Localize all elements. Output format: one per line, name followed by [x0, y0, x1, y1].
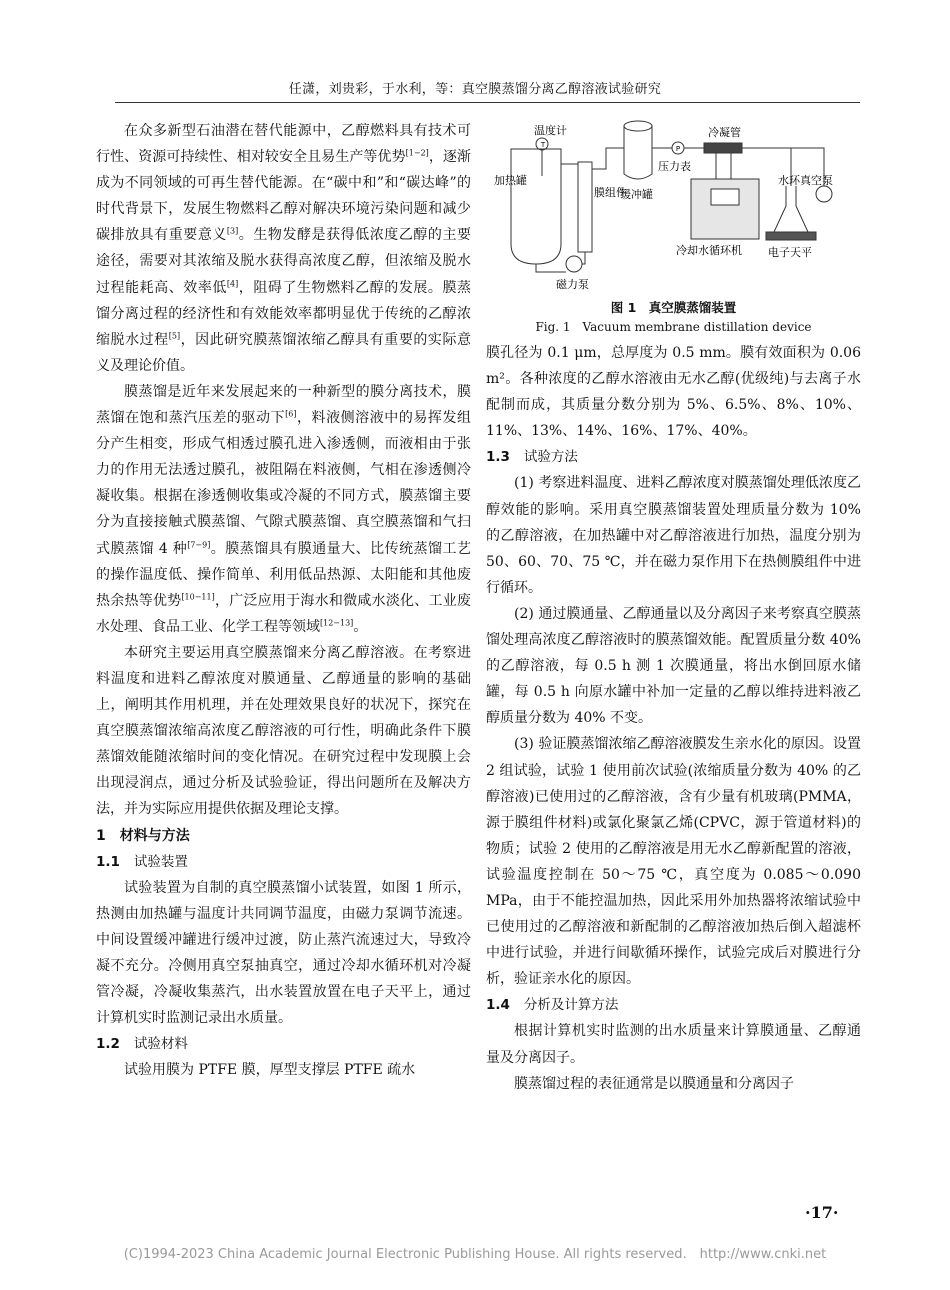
section-heading-1: 1 材料与方法 [96, 827, 190, 844]
header-rule [115, 102, 860, 103]
citation: [3] [226, 226, 239, 236]
figure-caption-en: Fig. 1 Vacuum membrane distillation device [535, 320, 812, 334]
copyright-footer: (C)1994-2023 China Academic Journal Electronic Publishing House. All rights reserved. http://www.cnki.net [123, 1247, 827, 1262]
citation: [10−11] [181, 592, 215, 602]
figure-label-p: P [675, 145, 681, 153]
paragraph-method-1: (1) 考察进料温度、进料乙醇浓度对膜蒸馏处理低浓度乙醇效能的影响。采用真空膜蒸馏装置处理质量分数为 10% 的乙醇溶液，在加热罐中对乙醇溶液进行加热，温度分别为 50、60、70、75 ℃，并在磁力泵作用下在热侧膜组件中进行循环。 [486, 475, 861, 596]
figure-label-vacuum-pump: 水环真空泵 [778, 174, 833, 187]
section-heading-1-4: 1.4 分析及计算方法 [486, 997, 619, 1014]
section-heading-1-3: 1.3 试验方法 [486, 449, 578, 466]
left-column [96, 118, 471, 1083]
citation: [5] [168, 331, 181, 341]
figure-label-chiller: 冷却水循环机 [676, 244, 742, 257]
paragraph-method-3: (3) 验证膜蒸馏浓缩乙醇溶液膜发生亲水化的原因。设置 2 组试验，试验 1 使用前次试验(浓缩质量分数为 40% 的乙醇溶液)已使用过的乙醇溶液，含有少量有机玻璃(PMMA，源于膜组件材料)或氯化聚氯乙烯(CPVC，源于管道材料)的物质；试验 2 使用的乙醇溶液是用无水乙醇新配置的溶液，试验温度控制在 50～75 ℃，真空度为 0.085～0.090 MPa，由于不能控温加热，因此采用外加热器将浓缩试验中已使用过的乙醇溶液和新配制的乙醇溶液加热后倒入超滤杯中进行试验，并进行间歇循环操作，试验完成后对膜进行分析，验证亲水化的原因。 [486, 736, 861, 988]
figure-label-magnetic-pump: 磁力泵 [556, 278, 589, 291]
figure-label-condenser: 冷凝管 [708, 126, 741, 139]
citation: [7−9] [187, 539, 211, 549]
paragraph-analysis-2: 膜蒸馏过程的表征通常是以膜通量和分离因子 [514, 1075, 794, 1092]
figure-label-t: T [540, 141, 546, 149]
figure-label-pressure-gauge: 压力表 [658, 160, 691, 173]
paragraph-materials-cont: 膜孔径为 0.1 μm，总厚度为 0.5 mm。膜有效面积为 0.06 m²。各种浓度的乙醇水溶液由无水乙醇(优级纯)与去离子水配制而成，其质量分数分别为 5%、6.5%、8%、10%、11%、13%、14%、16%、17%、40%。 [486, 345, 861, 440]
section-heading-1-1: 1.1 试验装置 [96, 853, 188, 870]
figure-device-diagram [486, 114, 861, 294]
paragraph-method-2: (2) 通过膜通量、乙醇通量以及分离因子来考察真空膜蒸馏处理高浓度乙醇溶液时的膜蒸馏效能。配置质量分数 40% 的乙醇溶液，每 0.5 h 测 1 次膜通量，将出水倒回原水储罐，每 0.5 h 向原水罐中补加一定量的乙醇以维持进料液乙醇质量分数为 40% 不变。 [486, 605, 861, 727]
running-header: 任潇，刘贵彩，于水利，等：真空膜蒸馏分离乙醇溶液试验研究 [288, 82, 662, 97]
paragraph-intro-1: 在众多新型石油潜在替代能源中，乙醇燃料具有技术可行性、资源可持续性、相对较安全且易生产等优势[1−2]，逐渐成为不同领域的可再生替代能源。在“碳中和”和“碳达峰”的时代背景下，发展生物燃料乙醇对解决环境污染问题和减少碳排放具有重要意义[3]。生物发酵是获得低浓度乙醇的主要途径，需要对其浓缩及脱水获得高浓度乙醇，但浓缩及脱水过程能耗高、效率低[4]，阻碍了生物燃料乙醇的发展。膜蒸馏分离过程的经济性和有效能效率都明显优于传统的乙醇浓缩脱水过程[5]，因此研究膜蒸馏浓缩乙醇具有重要的实际意义及理论价值。 [96, 123, 472, 374]
section-heading-1-2: 1.2 试验材料 [96, 1036, 188, 1053]
right-column [486, 340, 861, 1097]
paragraph-intro-3: 本研究主要运用真空膜蒸馏来分离乙醇溶液。在考察进料温度和进料乙醇浓度对膜通量、乙醇通量的影响的基础上，阐明其作用机理，并在处理效果良好的状况下，探究在真空膜蒸馏浓缩高浓度乙醇溶液的可行性，明确此条件下膜蒸馏效能随浓缩时间的变化情况。在研究过程中发现膜上会出现浸润点，通过分析及试验验证，得出问题所在及解决方法，并为实际应用提供依据及理论支撑。 [96, 644, 471, 818]
figure-label-buffer-tank: 缓冲罐 [620, 188, 653, 201]
figure-label-heating-tank: 加热罐 [494, 174, 527, 187]
figure-label-thermometer: 温度计 [534, 124, 567, 137]
paragraph-intro-2: 膜蒸馏是近年来发展起来的一种新型的膜分离技术，膜蒸馏在饱和蒸汽压差的驱动下[6]，料液侧溶液中的易挥发组分产生相变，形成气相透过膜孔进入渗透侧，而液相由于张力的作用无法透过膜孔，被阻隔在料液侧，气相在渗透侧冷凝收集。根据在渗透侧收集或冷凝的不同方式，膜蒸馏主要分为直接接触式膜蒸馏、气隙式膜蒸馏、真空膜蒸馏和气扫式膜蒸馏 4 种[7−9]。膜蒸馏具有膜通量大、比传统蒸馏工艺的操作温度低、操作简单、利用低品热源、太阳能和其他废热余热等优势[10−11]，广泛应用于海水和微咸水淡化、工业废水处理、食品工业、化学工程等领域[12−13]。 [96, 383, 472, 635]
citation: [1−2] [405, 148, 429, 158]
figure-label-membrane-module: 膜组件 [594, 186, 627, 199]
citation: [6] [285, 409, 297, 419]
citation: [4] [226, 278, 239, 288]
figure-label-balance: 电子天平 [768, 246, 812, 259]
paragraph-analysis-1: 根据计算机实时监测的出水质量来计算膜通量、乙醇通量及分离因子。 [486, 1023, 861, 1066]
figure-caption-cn: 图 1 真空膜蒸馏装置 [610, 300, 737, 315]
page-number: ·17· [805, 1203, 839, 1222]
paragraph-apparatus: 试验装置为自制的真空膜蒸馏小试装置，如图 1 所示， 热测由加热罐与温度计共同调节温度，由磁力泵调节流速。中间设置缓冲罐进行缓冲过渡，防止蒸汽流速过大，导致冷凝不充分。冷侧用真空泵抽真空，通过冷却水循环机对冷凝管冷凝，冷凝收集蒸汽，出水装置放置在电子天平上，通过计算机实时监测记录出水质量。 [96, 879, 471, 1027]
citation: [12−13] [320, 618, 354, 628]
paragraph-materials: 试验用膜为 PTFE 膜，厚型支撑层 PTFE 疏水 [124, 1062, 416, 1079]
